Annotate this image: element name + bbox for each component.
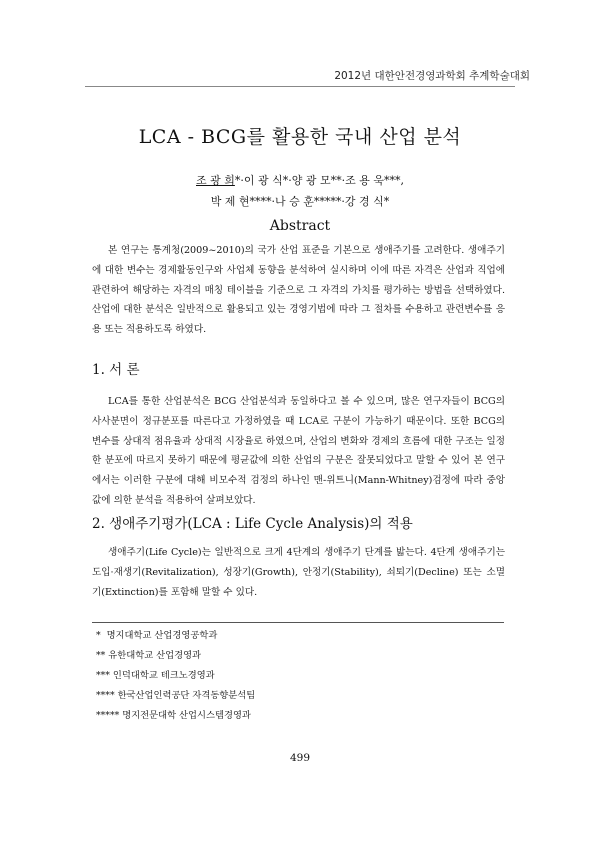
co-authors-1: *·이 광 식*·양 광 모**·조 용 욱***, bbox=[234, 174, 404, 187]
author-line-1 bbox=[0, 172, 600, 188]
footnote-text: 유한대학교 산업경영과 bbox=[108, 650, 202, 661]
footnote-mark: ** bbox=[96, 650, 106, 661]
abstract-heading: Abstract bbox=[269, 218, 331, 234]
footnote bbox=[96, 626, 496, 646]
page-number: 499 bbox=[289, 752, 311, 764]
footnote bbox=[96, 666, 496, 686]
section-2-text: 생애주기(Life Cycle)는 일반적으로 크게 4단계의 생애주기 단계를 밟는다. 4단계 생애주기는 도입·재생기(Revitalization), 성장기(Growth), 안정기(Stability), 쇠퇴기(Decline) 또는 소멸기(Extinction)를 포함해 말할 수 있다. bbox=[92, 547, 505, 598]
footnote-mark: ***** bbox=[96, 710, 120, 721]
footnote-mark: **** bbox=[96, 690, 115, 701]
section-1-heading: 1. 서 론 bbox=[92, 362, 140, 378]
footnote bbox=[96, 686, 496, 706]
footnote-text: 명지대학교 산업경영공학과 bbox=[106, 630, 218, 641]
section-1-text: LCA를 통한 산업분석은 BCG 산업분석과 동일하다고 볼 수 있으며, 많은 연구자들이 BCG의 사사분면이 정규분포를 따른다고 가정하였을 때 LCA로 구분이 가능하기 때문이다. 또한 BCG의 변수를 상대적 점유율과 상대적 시장율로 하였으며, 산업의 변화와 경제의 흐름에 대한 구조는 일정한 분포에 따르지 못하기 때문에 평균값에 의한 산업의 구분은 잘못되었다고 말할 수 있어 본 연구에서는 이러한 구분에 대해 비모수적 검정의 하나인 맨-위트니(Mann-Whitney)검정에 따라 중앙값에 의한 분석을 적용하여 살펴보았다. bbox=[92, 396, 505, 506]
author-line-2: 박 제 현****·나 승 훈*****·강 경 식* bbox=[210, 195, 390, 208]
footnote-mark: * bbox=[96, 630, 101, 641]
first-author: 조 광 희 bbox=[196, 174, 235, 187]
footnote bbox=[96, 706, 496, 726]
footnote-text: 명지전문대학 산업시스템경영과 bbox=[122, 710, 251, 721]
footnote-rule bbox=[92, 622, 504, 623]
footnote-text: 인덕대학교 테크노경영과 bbox=[112, 670, 215, 681]
abstract-text: 본 연구는 통계청(2009~2010)의 국가 산업 표준을 기본으로 생애주기를 고려한다. 생애주기에 대한 변수는 경제활동인구와 사업체 동향을 분석하여 실시하며 이에 따른 자격은 산업과 직업에 관련하여 해당하는 자격의 매칭 테이블을 기준으로 그 자격의 가치를 평가하는 방법을 선택하였다. 산업에 대한 분석은 일반적으로 활용되고 있는 경영기법에 따라 그 절차를 수용하고 관련변수를 응용 또는 적용하도록 하였다. bbox=[92, 245, 505, 336]
footnote-text: 한국산업인력공단 자격동향분석팀 bbox=[117, 690, 256, 701]
section-2-heading: 2. 생애주기평가(LCA : Life Cycle Analysis)의 적용 bbox=[92, 516, 413, 532]
footnote bbox=[96, 646, 496, 666]
paper-title: LCA - BCG를 활용한 국내 산업 분석 bbox=[138, 126, 462, 148]
running-header: 2012년 대한안전경영과학회 추계학술대회 bbox=[334, 70, 530, 82]
footnote-mark: *** bbox=[96, 670, 110, 681]
header-rule bbox=[85, 86, 515, 87]
